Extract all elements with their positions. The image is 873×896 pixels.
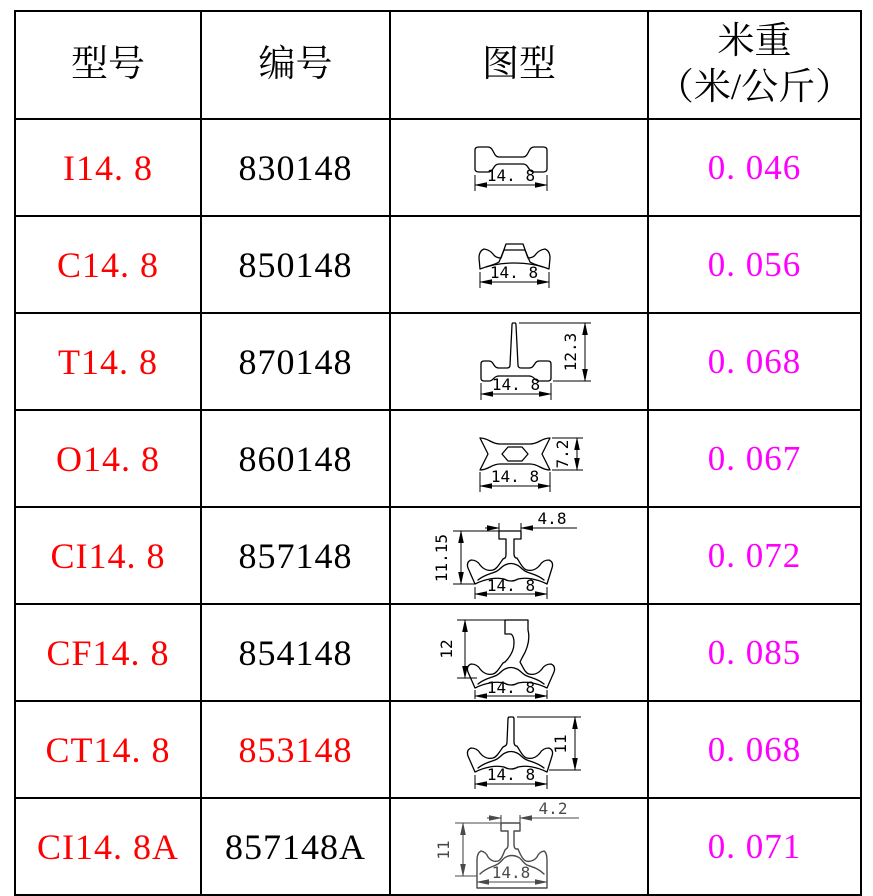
header-weight-line2: （米/公斤） [656, 67, 853, 108]
code-cell: 854148 [201, 604, 390, 701]
table-row [15, 604, 861, 701]
header-weight [648, 11, 861, 119]
dim-height-label: 7.2 [553, 439, 572, 469]
profile-cross-section-svg [391, 799, 647, 894]
dim-width-label: 14. 8 [486, 576, 536, 595]
code-cell: 857148 [201, 507, 390, 604]
profile-cross-section-svg [391, 411, 647, 506]
code-cell: 870148 [201, 313, 390, 410]
weight-cell: 0. 072 [648, 507, 861, 604]
header-code: 编号 [201, 11, 390, 119]
dim-width-label: 14. 8 [486, 678, 536, 697]
dim-width-label: 14. 8 [486, 166, 536, 185]
table-row [15, 410, 861, 507]
code-cell: 830148 [201, 119, 390, 216]
profile-cross-section-svg [391, 702, 647, 797]
dim-top-label: 4.8 [537, 509, 567, 528]
model-cell: CF14. 8 [15, 604, 201, 701]
code-cell: 853148 [201, 701, 390, 798]
weight-cell: 0. 068 [648, 313, 861, 410]
dim-width-label: 14. 8 [486, 765, 536, 784]
dim-height-label: 11 [551, 734, 570, 754]
model-cell: O14. 8 [15, 410, 201, 507]
weight-cell: 0. 071 [648, 798, 861, 895]
code-cell: 857148A [201, 798, 390, 895]
profile-diagram [390, 701, 648, 798]
dim-top-label: 4.2 [538, 799, 568, 818]
spec-table [14, 10, 862, 896]
profile-diagram [390, 507, 648, 604]
profile-diagram [390, 798, 648, 895]
profile-diagram [390, 604, 648, 701]
weight-cell: 0. 067 [648, 410, 861, 507]
profile-diagram [390, 410, 648, 507]
table-row [15, 507, 861, 604]
dim-height-label: 11.15 [432, 533, 451, 583]
model-cell: C14. 8 [15, 216, 201, 313]
table-row [15, 119, 861, 216]
header-model: 型号 [15, 11, 201, 119]
profile-cross-section-svg [391, 508, 647, 603]
header-weight-line1: 米重 [717, 20, 792, 62]
dim-width-label: 14. 8 [489, 263, 539, 282]
profile-diagram [390, 119, 648, 216]
weight-cell: 0. 085 [648, 604, 861, 701]
weight-cell: 0. 056 [648, 216, 861, 313]
model-cell: CI14. 8A [15, 798, 201, 895]
profile-cross-section-svg [391, 605, 647, 700]
dim-width-label: 14. 8 [491, 375, 541, 394]
header-row [15, 11, 861, 119]
profile-cross-section-svg [391, 217, 647, 312]
code-cell: 860148 [201, 410, 390, 507]
weight-cell: 0. 068 [648, 701, 861, 798]
profile-cross-section-svg [391, 120, 647, 215]
table-row [15, 701, 861, 798]
dim-width-label: 14.8 [491, 863, 531, 882]
profile-cross-section-svg [391, 314, 647, 409]
model-cell: I14. 8 [15, 119, 201, 216]
model-cell: CI14. 8 [15, 507, 201, 604]
header-diagram: 图型 [390, 11, 648, 119]
profile-diagram [390, 313, 648, 410]
table-row [15, 313, 861, 410]
dim-height-label: 12.3 [561, 332, 580, 372]
table-row [15, 798, 861, 895]
weight-cell: 0. 046 [648, 119, 861, 216]
dim-height-label: 12 [437, 639, 456, 659]
model-cell: T14. 8 [15, 313, 201, 410]
model-cell: CT14. 8 [15, 701, 201, 798]
dim-width-label: 14. 8 [490, 467, 540, 486]
profile-diagram [390, 216, 648, 313]
dim-height-label: 11 [434, 840, 453, 860]
code-cell: 850148 [201, 216, 390, 313]
table-row [15, 216, 861, 313]
